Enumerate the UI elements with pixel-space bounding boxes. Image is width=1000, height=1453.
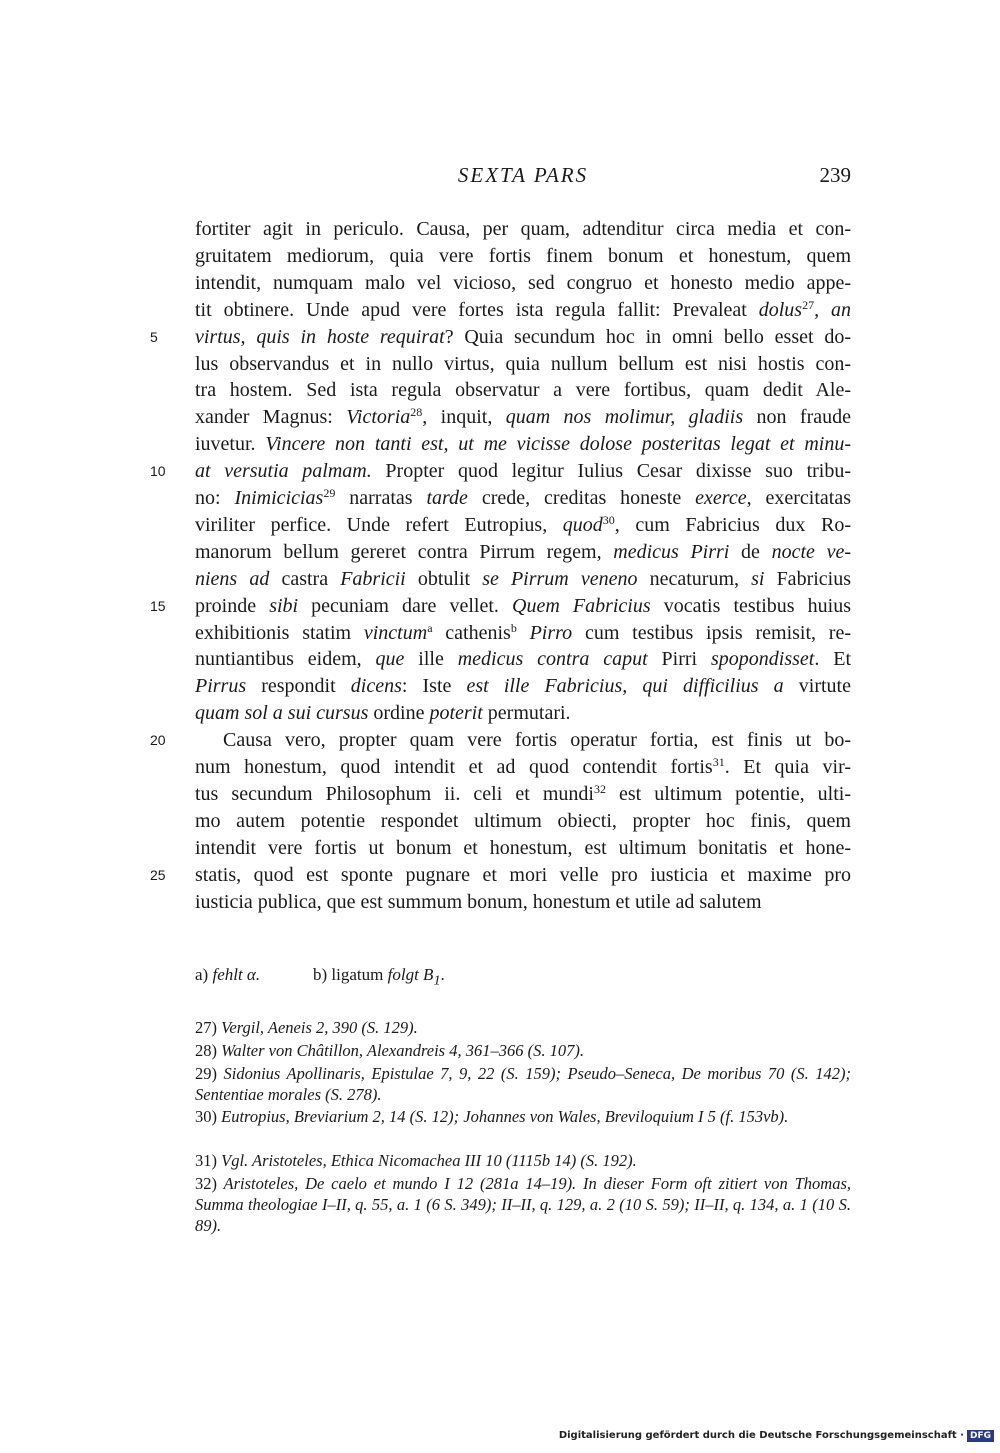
footnote-text: Aristoteles, De caelo et mundo I 12 (281a 14–19). In dieser Form oft zitiert von Thomas, Summa theologiae I–II, q. 55, a. 1 (6 S. 349); II–II, q. 129, a. 2 (10 S. 59); II–II, q. 134, a. 1 (10 S. 89). (195, 1174, 851, 1235)
text-segment: Victoria (346, 406, 411, 429)
text-segment: cum testibus ipsis remisit, re- (572, 621, 851, 644)
text-line (195, 377, 851, 404)
text-segment: Fabricii (340, 567, 406, 590)
text-segment: dicens (350, 675, 402, 698)
footnote-ref: 29) (195, 1064, 217, 1083)
text-segment: manorum bellum gereret contra Pirrum regem, (195, 540, 614, 563)
text-segment: exhibitionis statim (195, 621, 364, 644)
text-line (195, 216, 851, 243)
text-line (195, 781, 851, 808)
text-segment: . Et quia vir- (724, 756, 852, 778)
text-segment: virtute (783, 675, 851, 698)
footnote-ref: 28) (195, 1041, 217, 1060)
text-line (195, 700, 851, 727)
text-line (195, 620, 851, 647)
text-segment: castra (269, 567, 341, 590)
text-segment: ? Quia secundum hoc in omni bello esset do- (444, 325, 852, 348)
text-segment: Pirro (529, 621, 573, 644)
text-segment: ordine (368, 702, 430, 725)
text-segment: viriliter perfice. Unde refert Eutropius, (195, 513, 563, 536)
page-number: 239 (819, 163, 851, 187)
line-number: 25 (150, 866, 166, 883)
critical-apparatus (195, 963, 851, 987)
text-segment: intendit vere fortis ut bonum et honestum, est ultimum bonitatis et hone- (195, 836, 851, 859)
running-title: SEXTA PARS (457, 163, 589, 187)
footnote-marker: 30 (602, 512, 615, 527)
text-segment: sibi (269, 594, 299, 617)
text-segment: cathenis (432, 621, 511, 644)
text-line (195, 458, 851, 485)
text-line (195, 754, 851, 781)
footnote-text: Walter von Châtillon, Alexandreis 4, 361–366 (S. 107). (217, 1041, 584, 1060)
text-segment: intendit, numquam malo vel vicioso, sed congruo et honesto medio appe- (195, 271, 851, 294)
text-segment: poterit (429, 702, 483, 725)
text-segment: Fabricius (764, 567, 851, 590)
text-line (195, 835, 851, 862)
text-segment: pecuniam dare vellet. (298, 594, 513, 617)
text-segment: est ultimum potentie, ulti- (605, 782, 851, 805)
text-segment: exerce (695, 487, 747, 509)
footnote (195, 1040, 851, 1061)
text-line (195, 431, 851, 458)
text-segment: obtulit (405, 567, 483, 590)
text-segment: , an (814, 298, 851, 321)
footnote (195, 1173, 851, 1236)
text-segment: spopondisset (711, 648, 815, 671)
text-segment: . Et (814, 648, 851, 671)
text-segment: Pirri (647, 648, 711, 671)
text-segment: at versutia palmam. (195, 460, 372, 483)
text-line (195, 808, 851, 835)
text-segment: est ille Fabricius, qui difficilius a (466, 675, 784, 698)
text-segment: vinctum (363, 621, 428, 644)
text-segment: tit obtinere. Unde apud vere fortes ista regula fallit: Prevaleat (195, 298, 759, 321)
footnote-marker: 27 (802, 297, 815, 312)
line-number: 5 (150, 328, 158, 345)
text-segment: num honestum, quod intendit et ad quod contendit fortis (195, 756, 713, 778)
text-line (195, 727, 851, 754)
text-segment: virtus, quis in hoste requirat (195, 325, 445, 348)
text-segment: necaturum, (637, 567, 752, 590)
text-line (195, 485, 851, 512)
text-segment: medicus Pirri (613, 540, 730, 563)
footnote (195, 1017, 851, 1038)
text-segment: no: (195, 487, 235, 509)
footnote-marker: 29 (323, 486, 336, 500)
text-segment: lus observandus et in nullo virtus, quia nullum bellum est nisi hostis con- (195, 352, 851, 375)
text-segment: non fraude (743, 406, 851, 429)
footnote-text: Sidonius Apollinaris, Epistulae 7, 9, 22 (S. 159); Pseudo–Seneca, De moribus 70 (S. 142); Sententiae morales (S. 278). (195, 1064, 851, 1104)
text-segment: nuntiantibus eidem, (195, 648, 376, 671)
text-segment: gruitatem mediorum, quia vere fortis finem bonum et honestum, quem (195, 244, 851, 267)
line-number: 10 (150, 463, 166, 480)
text-segment: , exercitatas (746, 487, 851, 509)
footnote (195, 1063, 851, 1105)
text-segment (517, 622, 530, 644)
dfg-logo: DFG (967, 1430, 994, 1442)
text-line (195, 243, 851, 270)
text-segment: proinde (195, 594, 270, 617)
text-segment: Inimicicias (234, 487, 324, 509)
text-segment: permutari. (482, 702, 571, 725)
text-segment: crede, creditas honeste (467, 487, 696, 509)
text-line (195, 351, 851, 378)
text-segment: Vincere non tanti est, ut me vicisse dolose posteritas legat et minu- (265, 433, 852, 456)
text-segment: quam sol a sui cursus (195, 702, 369, 725)
text-segment: quam nos molimur, gladiis (505, 406, 744, 429)
footnote (195, 1150, 851, 1171)
text-segment: Pirrus (195, 675, 247, 698)
text-segment: vocatis testibus huius (650, 594, 851, 617)
footnote-text: Vergil, Aeneis 2, 390 (S. 129). (217, 1018, 418, 1037)
text-segment: respondit (246, 675, 351, 698)
text-segment: nocte ve- (771, 540, 851, 563)
text-segment: , inquit, (422, 406, 506, 429)
text-segment: si (751, 567, 765, 590)
text-line (195, 566, 851, 593)
text-segment: Causa vero, propter quam vere fortis operatur fortia, est finis ut bo- (223, 729, 851, 752)
text-segment: xander Magnus: (195, 406, 347, 429)
footer-text: Digitalisierung gefördert durch die Deutsche Forschungsgemeinschaft · (558, 1430, 964, 1441)
text-line (195, 889, 851, 916)
footnote-ref: 30) (195, 1107, 217, 1126)
footer-credit (559, 1430, 994, 1442)
text-segment: dolus (758, 298, 803, 321)
line-number: 20 (150, 732, 166, 749)
text-segment: niens ad (195, 567, 270, 590)
footnote-text: Eutropius, Breviarium 2, 14 (S. 12); Johannes von Wales, Breviloquium I 5 (f. 153vb). (217, 1107, 789, 1126)
text-segment: tarde (426, 487, 468, 509)
text-segment: : Iste (401, 675, 467, 698)
footnote-marker: b (510, 620, 517, 635)
text-segment: ille (404, 648, 458, 671)
footnote-ref: 27) (195, 1018, 217, 1037)
text-line (195, 512, 851, 539)
text-segment: se Pirrum veneno (482, 567, 638, 590)
page-header (195, 163, 851, 193)
footnote-marker: a (427, 620, 433, 635)
text-segment: iuvetur. (195, 433, 266, 456)
text-segment: de (729, 540, 772, 563)
text-segment: fortiter agit in periculo. Causa, per quam, adtenditur circa media et con- (195, 218, 851, 240)
text-line (195, 539, 851, 566)
text-line (195, 324, 851, 351)
text-line (195, 297, 851, 324)
footnote-text: Vgl. Aristoteles, Ethica Nicomachea III 10 (1115b 14) (S. 192). (217, 1151, 637, 1170)
text-line (195, 404, 851, 431)
text-line (195, 646, 851, 673)
text-segment: statis, quod est sponte pugnare et mori velle pro iusticia et maxime pro (195, 863, 851, 886)
text-segment: quod (562, 513, 603, 536)
text-segment: , cum Fabricius dux Ro- (614, 513, 851, 536)
apparatus-b: b) ligatum folgt $B_1$. (313, 965, 445, 989)
text-line (195, 673, 851, 700)
text-segment: Quem Fabricius (512, 594, 651, 617)
text-segment: Propter quod legitur Iulius Cesar dixisse suo tribu- (371, 460, 852, 483)
footnote-marker: 32 (593, 781, 606, 796)
text-segment: que (375, 648, 405, 671)
text-segment: mo autem potentie respondet ultimum obiecti, propter hoc finis, quem (195, 809, 851, 832)
text-segment: tus secundum Philosophum ii. celi et mundi (195, 782, 594, 805)
text-segment: tra hostem. Sed ista regula observatur a vere fortibus, quam dedit Ale- (195, 379, 851, 402)
footnote-ref: 32) (195, 1174, 217, 1193)
footnote (195, 1106, 851, 1127)
text-line (195, 862, 851, 889)
text-segment: iusticia publica, que est summum bonum, honestum et utile ad salutem (195, 890, 762, 913)
text-segment: narratas (335, 487, 427, 509)
text-line (195, 270, 851, 297)
line-number: 15 (150, 597, 166, 614)
apparatus-a: a) fehlt α. (195, 965, 261, 984)
footnote-marker: 28 (410, 405, 423, 420)
text-line (195, 593, 851, 620)
footnote-marker: 31 (712, 755, 725, 769)
text-segment: medicus contra caput (457, 648, 648, 671)
footnote-ref: 31) (195, 1151, 217, 1170)
